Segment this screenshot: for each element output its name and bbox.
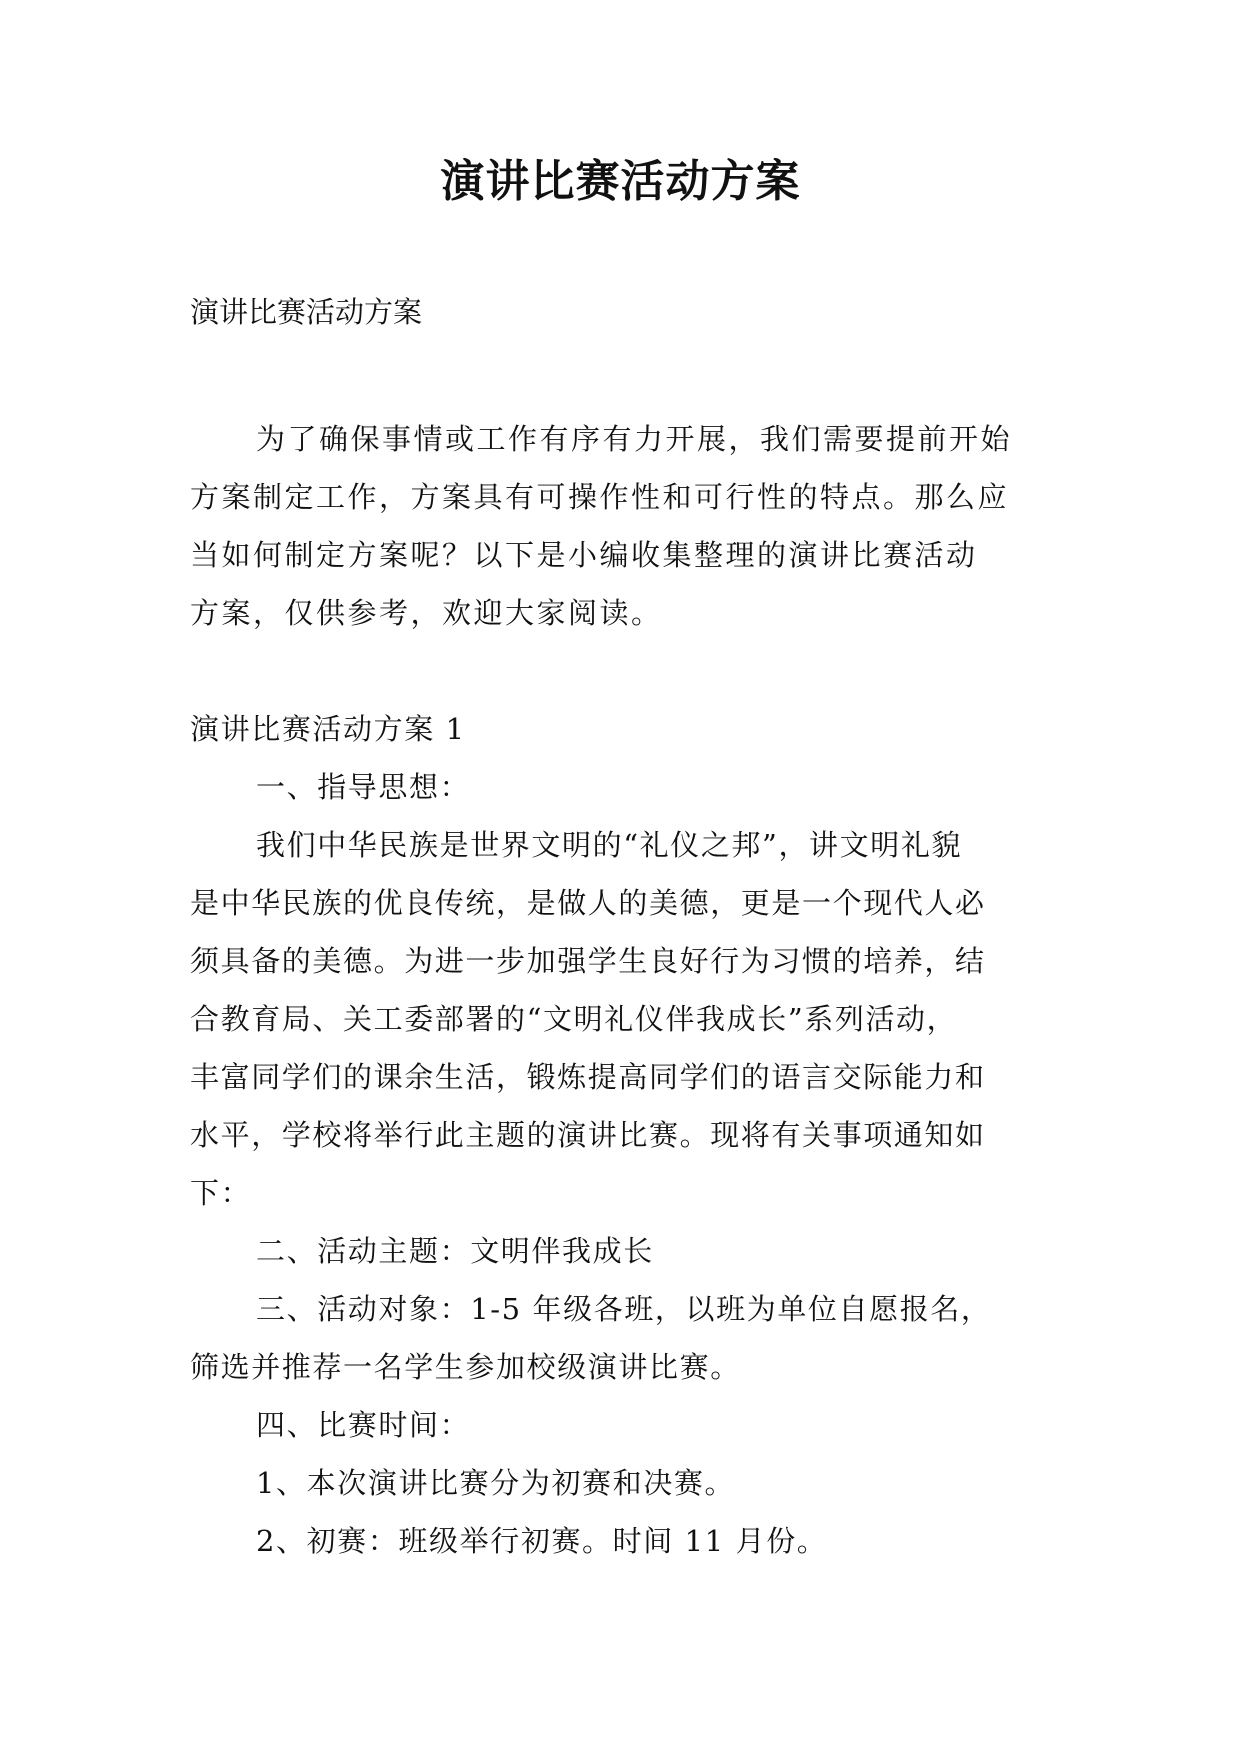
intro-paragraph [190, 410, 1070, 642]
body-line: 是中华民族的优良传统，是做人的美德，更是一个现代人必 [190, 886, 986, 920]
body-line: 筛选并推荐一名学生参加校级演讲比赛。 [190, 1350, 741, 1384]
list-item: 1、本次演讲比赛分为初赛和决赛。 [256, 1466, 736, 1500]
heading-competition-time: 四、比赛时间： [256, 1408, 471, 1442]
heading-activity-target: 三、活动对象：1-5 年级各班，以班为单位自愿报名， [256, 1292, 992, 1326]
heading-guiding-thought: 一、指导思想： [256, 770, 471, 804]
body-line: 须具备的美德。为进一步加强学生良好行为习惯的培养，结 [190, 944, 986, 978]
document-title: 演讲比赛活动方案 [440, 156, 801, 207]
document-subtitle: 演讲比赛活动方案 [190, 295, 423, 329]
body-section [190, 700, 1070, 1570]
intro-line: 为了确保事情或工作有序有力开展，我们需要提前开始 [256, 422, 1013, 456]
body-line: 合教育局、关工委部署的“文明礼仪伴我成长”系列活动， [190, 1002, 958, 1036]
intro-line: 方案制定工作，方案具有可操作性和可行性的特点。那么应 [190, 480, 1010, 514]
section-title: 演讲比赛活动方案 1 [190, 712, 466, 746]
intro-line: 当如何制定方案呢？以下是小编收集整理的演讲比赛活动 [190, 538, 978, 572]
intro-line: 方案，仅供参考，欢迎大家阅读。 [190, 596, 663, 630]
list-item: 2、初赛：班级举行初赛。时间 11 月份。 [256, 1524, 828, 1558]
body-line: 丰富同学们的课余生活，锻炼提高同学们的语言交际能力和 [190, 1060, 986, 1094]
body-line: 水平，学校将举行此主题的演讲比赛。现将有关事项通知如 [190, 1118, 986, 1152]
body-line: 我们中华民族是世界文明的“礼仪之邦”，讲文明礼貌 [256, 828, 963, 862]
heading-activity-theme: 二、活动主题：文明伴我成长 [256, 1234, 654, 1268]
body-line: 下： [190, 1176, 252, 1210]
